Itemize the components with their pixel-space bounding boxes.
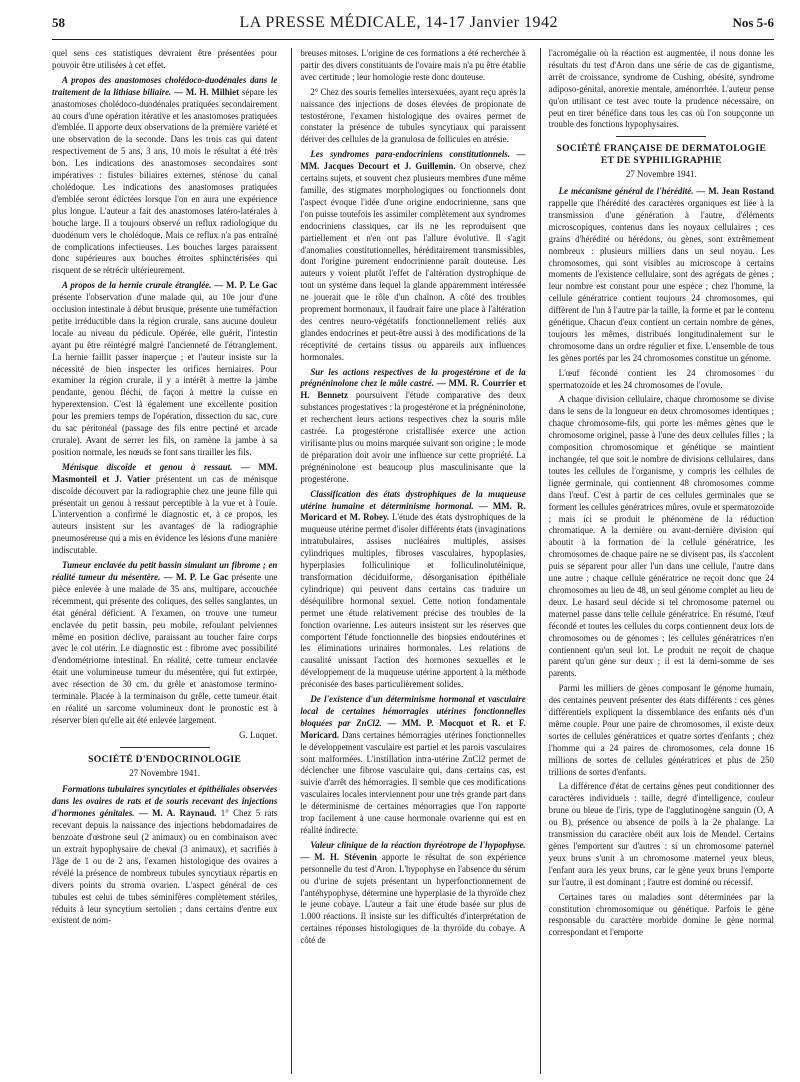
article-title: Le mécanisme général de l'hérédité. [558, 186, 694, 197]
column-2 [291, 48, 525, 1074]
article-title: Classification des états dystrophiques de la muqueuse utérine humaine et déterminisme hormonal. [300, 488, 526, 511]
article-title: A propos des anastomoses cholédoco-duodénales dans le traitement de la lithiase biliaire. [52, 74, 278, 97]
article-entry [300, 149, 525, 363]
article-title: De l'existence d'un déterminisme hormonal et vasculaire local de certaines hémorragies utérines fonctionnelles bloquées par ZnCl2. [300, 694, 526, 728]
article-author: — MM. Masmonteil et J. Vatier [52, 461, 278, 484]
paragraph: Certaines tares ou maladies sont déterminées par la constitution chromosomique ou génétique. Parfois le gène responsable du caractère morbide domine le gène normal correspondant et l'emporte [548, 891, 774, 938]
section-divider [120, 747, 210, 748]
article-author: — M. H. Milhiet [174, 86, 240, 97]
paragraph: breuses mitoses. L'origine de ces formations a été recherchée à partir des divers constituants de l'ovaire mais n'a pu être établie avec certitude ; leur homologie reste donc douteuse. [300, 48, 526, 82]
article-title: Valeur clinique de la réaction thyréotrope de l'hypophyse. [310, 839, 526, 850]
paragraph: quel sens ces statistiques devraient être présentées pour pouvoir être utilisées à cet effet. [52, 48, 278, 70]
article-entry [52, 280, 277, 459]
article-body: poursuivent l'étude comparative des deux substances progestatives : la progestérone et la prégnéninolone, et recherchent leurs actions respectives chez la souris mâle castrée. La progestérone cristallisée exerce une action virilisante plus ou moins marquée suivant son origine ; le mode de préparation doit avoir une influence sur cette propriété. La prégnéninolone est beaucoup plus masculinisante que la progestérone. [300, 390, 526, 484]
page-number: 58 [52, 15, 65, 30]
paragraph: A chaque division cellulaire, chaque chromosome se divise dans le sens de la longueur en deux chromosomes identiques ; chaque chromosome-fils, qui porte les mêmes gènes que le chromosome originel, passe à l'une des deux cellules filles ; la composition chromosomique et génétique se maintient inchangée, tel que soit le nombre de divisions cellulaires, dans toutes les cellules de l'organisme, y compris les cellules de lignée germinale, qui contiennent 48 chromosomes comme dans l'œuf. C'est à partir de ces cellules germinales que se forment les cellules génératrices mûres, ovule et spermatozoïde ; mais ici se produit le phénomène de la réduction chromatique. A la dernière ou avant-dernière division qui aboutit à la formation de la cellule génératrice, les chromosomes de chaque paire ne se divisent pas, ils s'accolent puis se séparent pour aller l'un dans une cellule, l'autre dans une autre ; chaque cellule génératrice ne reçoit donc que 24 chromosomes au lieu de 48, un seul génome complet au lieu de deux. Le hasard seul décide si tel chromosome paternel ou maternel passe dans telle cellule génératrice. En résumé, l'œuf fécondé et toutes les cellules du corps contiennent deux lots de chromosomes ou de génomes ; les cellules génératrices n'en contiennent qu'un seul lot. Le produit ne reçoit de chaque parent qu'un gène sur deux ; il est la demi-somme de ses parents. [548, 394, 774, 679]
article-body: sépare les anastomoses cholédoco-duodénales pratiquées secondairement au cours d'une opération itérative et les anastomoses pratiquées d'emblée. Il apporte deux observations de la première variété et une observation de la seconde. Dans les trois cas qui datent respectivement de 5 ans, 3 ans, 10 mois le résultat a été très bon. Les indications des anastomoses secondaires sont impératives : fistules biliaires externes, sténose du canal cholédoque. Les indications des anastomoses pratiquées d'emblée seront édictées lorsque l'on en aura une expérience plus longue. L'auteur a fait des anastomoses latéro-latérales à bouche large. Il a toujours observé un reflux radiologique du duodénum vers le cholédoque. Mais ce reflux n'a pas entraîné de complications infectieuses. Les bouches larges paraissent donc supérieures aux bouches étroites sphinctérisées qui risquent de se rétrécir ultérieurement. [52, 86, 278, 276]
article-author: — MM. R. Moricard et M. Robey. [300, 500, 526, 523]
paragraph: 2° Chez des souris femelles intersexuées, ayant reçu après la naissance des injections de doses élevées de propionate de testostérone, l'examen histologique des ovaires permet de constater la présence de tubules syncytiaux qui paraissent dériver des cellules de la granulosa de follicules en atrésie. [300, 86, 526, 145]
article-entry [52, 75, 277, 277]
article-body: présente une pièce enlevée à une malade de 35 ans, multipare, accouchée récemment, qui présente des coliques, des selles sanglantes, un état général déficient. A l'examen, on trouve une tumeur enclavée du petit bassin, peu mobile, refoulant pelviennes même en position déclive, paraissant au toucher faire corps avec le col utérin. Le diagnostic est : fibrome avec possibilité d'endométriome intestinal. En réalité, cette tumeur enclavée était une volumineuse tumeur du mésentère, qui fut extirpée, avec résection de 30 cm. du grêle et anastomose termino-terminale. Placée à la terminaison du grêle, cette tumeur était en réalité un sarcome volumineux dont le pronostic est à réserver bien qu'elle ait été enlevée largement. [52, 571, 278, 725]
report-signature: G. Luquet. [239, 729, 278, 740]
article-columns [52, 48, 774, 1074]
article-author: — M. A. Raynaud. [138, 808, 217, 819]
section-title: SOCIÉTÉ D'ENDOCRINOLOGIE [88, 753, 242, 765]
section-date: 27 Novembre 1941. [129, 767, 201, 778]
article-author: — MM. P. Mocquot et R. et F. Moricard. [300, 717, 526, 740]
section-date: 27 Novembre 1941. [625, 169, 697, 180]
paragraph: La différence d'état de certains gènes peut conditionner des caractères individuels : taille, degré d'intelligence, couleur brune ou bleue de l'iris, type de l'agglutinogène sanguin (O, A ou B), présence ou absence de poils à la 2e phalange. La transmission du caractère obéit aux lois de Mendel. Certains gènes l'emportent sur d'autres : si un chromosome paternel yeux bruns s'unit à un chromosome maternel yeux bleus, l'enfant aura les yeux bruns, car le gène yeux bruns l'emporte sur l'autre, il est dominant ; l'autre est dominé ou récessif. [548, 781, 774, 887]
article-title: Ménisque discoïde et genou à ressaut. [62, 461, 233, 472]
article-entry [52, 784, 277, 927]
article-entry [300, 367, 525, 486]
article-entry [300, 840, 525, 947]
journal-title: LA PRESSE MÉDICALE, 14-17 Janvier 1942 [239, 14, 558, 31]
article-title: Sur les actions respectives de la progestérone et de la prégnéninolone chez le mâle castré. [300, 366, 526, 389]
article-author: — M. Jean Rostand [696, 186, 774, 197]
column-1 [52, 48, 277, 1074]
article-body: présentent un cas de ménisque discoïde découvert par la radiographie chez une jeune fille qui présentait un genou à ressaut perceptible à la vue et à l'ouïe. L'intervention a confirmé le diagnostic et, à ce propos, les auteurs insistent sur les avantages de la radiographie pneumoséreuse qui a mis en évidence les lésions d'une manière indiscutable. [52, 473, 278, 556]
article-entry [300, 694, 525, 837]
article-entry [549, 186, 774, 365]
article-body: rappelle que l'hérédité des caractères organiques est liée à la transmission d'une génération à l'autre, d'éléments microscopiques, contenus dans les noyaux cellulaires ; ces grains d'hérédité ou hérédons, ou gènes, sont extrêmement nombreux : plusieurs milliers dans un seul noyau. Les chromosomes, qui sont visibles au microscope à certains moments de l'existence cellulaire, sont des agrégats de gènes ; leur nombre est constant pour une espèce ; chez l'homme, la cellule génératrice contient toujours 24 chromosomes, qui diffèrent de l'un à l'autre par la taille, la forme et par le contenu génétique. Chacun d'eux contient un certain nombre de gènes, toujours les mêmes, distribués longitudinalement sur le chromosome dans un ordre régulier et fixe. L'ensemble de tous les gènes portés par les 24 chromosomes constitue un génome. [548, 197, 774, 363]
article-entry [52, 462, 277, 557]
section-divider [616, 136, 706, 137]
section-title: SOCIÉTÉ FRANÇAISE DE DERMATOLOGIE ET DE SYPHILIGRAPHIE [556, 143, 767, 167]
article-body: présente l'observation d'une malade qui, au 10e jour d'une occlusion intestinale à début brusque, présente une tuméfaction petite irréductible dans la région crurale, sans aucune douleur locale au niveau du pédicule. Opérée, elle guérit, l'intestin ayant pu être réintégré malgré l'ancienneté de l'étranglement. La hernie faillit passer inaperçue ; et l'auteur insiste sur la nécessité de bien inspecter les orifices herniaires. Pour examiner la région crurale, il y a intérêt à mettre la jambe pendante, genou fléchi, de façon à mettre la cuisse en hyperextension. C'est là également une excellente position pour les premiers temps de l'opération, dissection du sac, cure du sac péritonéal (passage des fils entre pectiné et arcade crurale). Avant de serrer les fils, on ramène la jambe à sa position normale, les nœuds se font sans tirailler les fils. [52, 292, 278, 457]
paragraph: l'acromégalie où la réaction est augmentée, il nous donne les résultats du test d'Aron dans une série de cas de gigantisme, arrêt de croissance, syndrome de Cushing, obésité, syndrome adiposo-génital, anorexie mentale, aménorrhée. L'auteur pense qu'on utilisant ce test avec toute la prudence nécessaire, on peut en tirer bénéfice dans tous les cas où l'on soupçonne un trouble des fonctions hypophysaires. [548, 48, 774, 130]
article-author: — M. P. Le Gac [214, 280, 278, 291]
paragraph: Parmi les milliers de gènes composant le génome humain, des centaines peuvent présenter des états différents : ces gènes différentiels expliquent la dissemblance des enfants nés d'un même couple. Pour une paire de chromosomes, il existe deux sortes de cellules génératrices et quatre sortes d'enfants ; chez l'homme qui a 24 paires de chromosomes, cela donne 16 millions de sortes de cellules génératrices et plus de 250 trillions de sortes d'enfants. [548, 683, 774, 777]
article-title: A propos de la hernie crurale étranglée. [62, 280, 212, 291]
article-title: Formations tubulaires syncytiales et épithéliales observées dans les ovaires de rats et de souris recevant des injections d'hormones génitales. [52, 784, 278, 819]
article-author: — M. P. Le Gac [163, 571, 229, 582]
article-body: On observe, chez certains sujets, et souvent chez plusieurs membres d'une même famille, des stigmates morphologiques ou fonctionnels dont l'aspect évoque l'idée d'une origine endocrinienne, sans que l'on puisse toutefois les assimiler complètement aux syndromes endocriniens classiques, car ils ne les reproduisent que partiellement et n'en ont pas l'allure évolutive. Il s'agit d'anomalies constitutionnelles, héréditairement transmissibles, dont l'origine purement endocrinienne paraît douteuse. Les auteurs y voient plutôt l'effet de l'altération dystrophique de tout un système dans lequel la glande apparemment intéressée ne jouerait que le rôle d'un chaînon. A côté des troubles proprement hormonaux, il faudrait faire une place à l'altération des centres neuro-végétatifs fonctionnellement reliés aux glandes endocrines et peut-être aussi à des modifications de la réceptivité de certains tissus ou appareils aux influences hormonales. [300, 161, 526, 362]
article-body: apporte le résultat de son expérience personnelle du test d'Aron. L'hypophyse en l'absence du sérum ou d'urine de sujets présentant un hyperfonctionnement de l'antéhypophyse, détermine une hyperplasie de la thyroïde chez le jeune cobaye. L'auteur a fait une étude basée sur plus de 1.000 réactions. Il insiste sur les difficultés d'interprétation de certaines réponses histologiques de la thyroïde du cobaye. A côté de [300, 851, 526, 946]
article-entry [52, 560, 277, 727]
article-entry [300, 489, 525, 691]
article-author: — MM. R. Courrier et H. Bennetz [300, 378, 526, 401]
article-body: L'étude des états dystrophiques de la muqueuse utérine permet d'isoler différents états (invaginations intratubulaires, assises nucléaires multiples, assises cylindriques multiples, fibroses vasculaires, hypoplasies, hyperplasies folliculinique et folliculinolutéinique, transformation déciduiforme, désorganisation épithéliale cylindrique) qui peuvent dans certains cas traduire un déséquilibre hormonal sexuel. Cette notion fondamentale permet une étude relativement précise des troubles de la fonction ovarienne. Les auteurs insistent sur les réserves que comportent l'étude fonctionnelle des biopsies endoutérines et les éliminations urinaires hormonales. Les relations de causalité unissant l'action des hormones sexuelles et le développement de la muqueuse utérine apportent à la méthode préconisée des bases particulièrement solides. [300, 512, 526, 690]
article-title: Tumeur enclavée du petit bassin simulant un fibrome ; en réalité tumeur du mésentère. [52, 560, 278, 582]
article-author: — MM. Jacques Decourt et J. Guillemin. [300, 149, 526, 172]
article-body: Dans certaines hémorragies utérines fonctionnelles le développement vasculaire est partiel et les parois vasculaires sont malformées. L'instillation intra-utérine ZnCl2 permet de déclencher une fibrose vasculaire qui, dans certains cas, est suivie d'arrêt des hémorragies. Il semble que ces modifications vasculaires locales interviennent pour une très grande part dans le déterminisme de certaines ménorragies que l'on rapporte trop facilement à une cause hormonale ovarienne qui est en réalité indirecte. [300, 729, 526, 835]
column-3 [540, 48, 774, 1074]
issue-number: Nos 5-6 [732, 15, 774, 30]
article-author: — M. H. Stévenin [300, 851, 377, 862]
article-body: 1° Chez 5 rats recevant depuis la naissance des injections hebdomadaires de benzoate d'œstrone seul (2 animaux) ou en combinaison avec un extrait hypophysaire de cheval (3 animaux), et sacrifiés à l'âge de 1 ou de 2 ans, l'examen histologique des ovaires a révélé la présence de nombreux tubules syncytiaux répartis en divers points du stroma ovarien. L'aspect général de ces tubules est celui de tubes séminifères complètement stériles, réduits à leur syncytium sertolien ; dans certains d'entre eux existent de nom- [52, 808, 278, 926]
page-header [52, 14, 774, 40]
paragraph: L'œuf fécondé contient les 24 chromosomes du spermatozoïde et les 24 chromosomes de l'ovule. [548, 367, 774, 390]
article-title: Les syndromes para-endocriniens constitutionnels. [310, 149, 510, 160]
